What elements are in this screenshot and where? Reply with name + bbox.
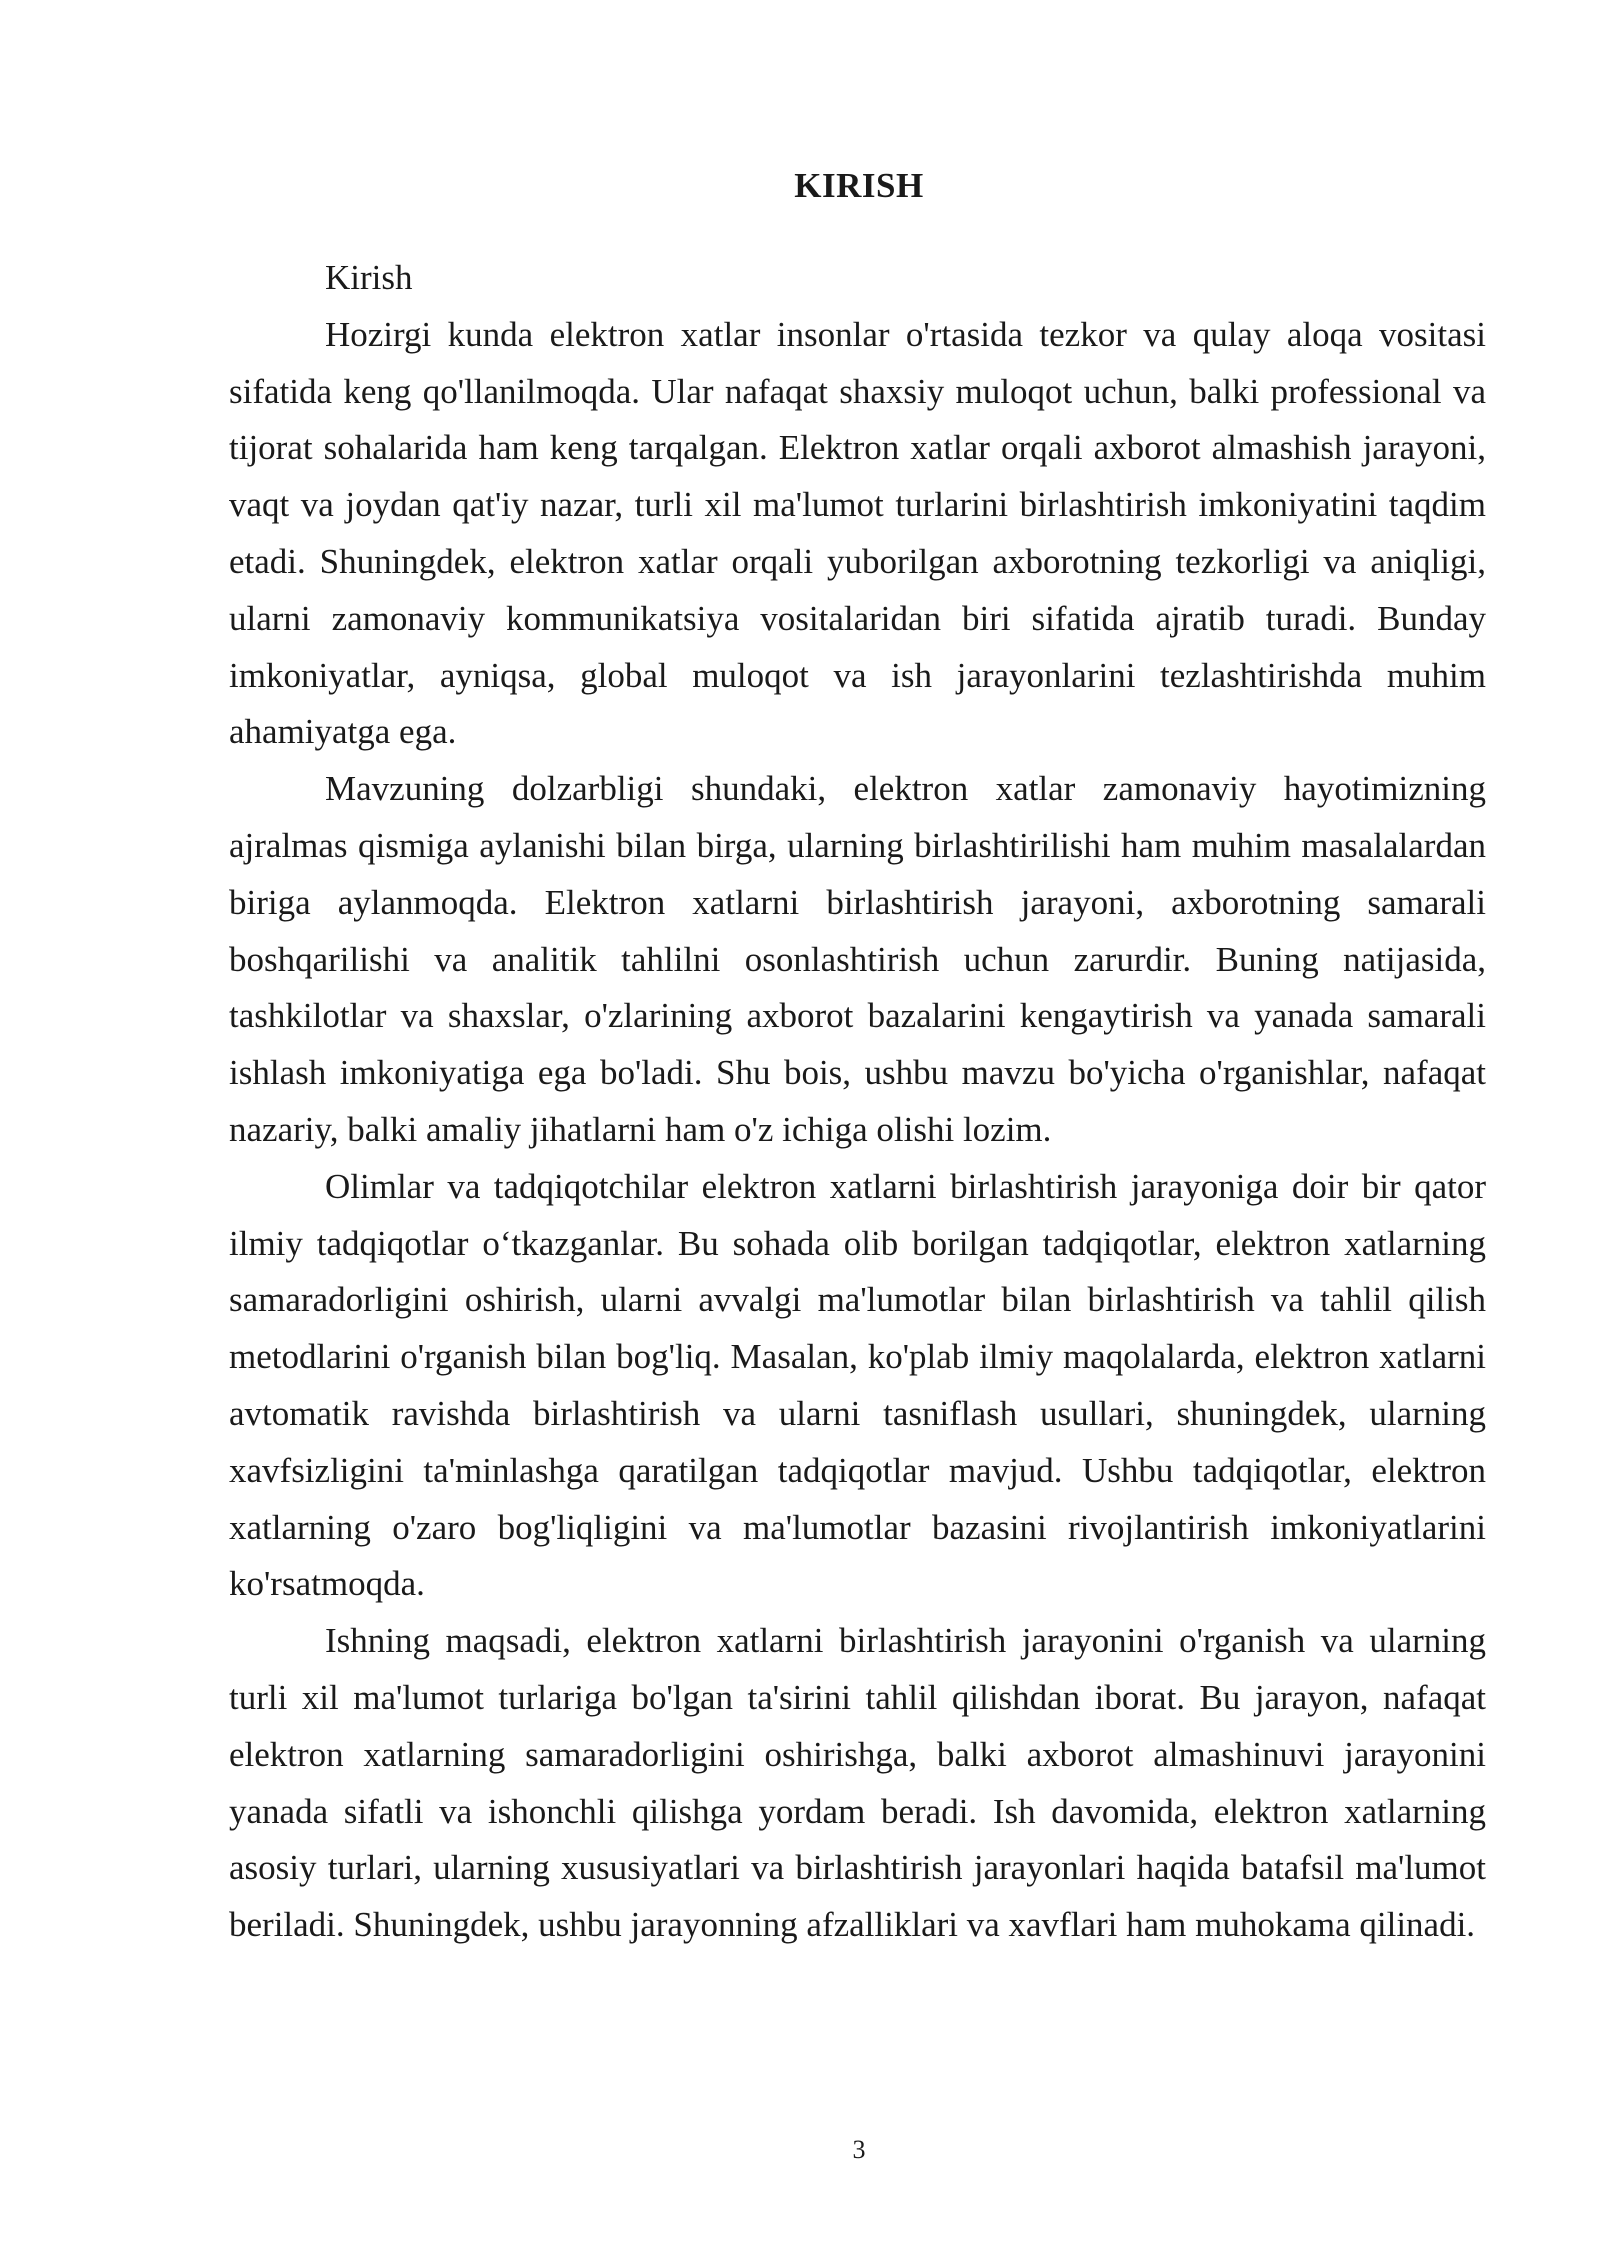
paragraph: Olimlar va tadqiqotchilar elektron xatlarni birlashtirish jarayoniga doir bir qator ilmiy tadqiqotlar o‘tkazganlar. Bu sohada olib borilgan tadqiqotlar, elektron xatlarning samaradorligini oshirish, ularni avvalgi ma'lumotlar bilan birlashtirish va tahlil qilish metodlarini o'rganish bilan bog'liq. Masalan, ko'plab ilmiy maqolalarda, elektron xatlarni avtomatik ravishda birlashtirish va ularni tasniflash usullari, shuningdek, ularning xavfsizligini ta'minlashga qaratilgan tadqiqotlar mavjud. Ushbu tadqiqotlar, elektron xatlarning o'zaro bog'liqligini va ma'lumotlar bazasini rivojlantirish imkoniyatlarini ko'rsatmoqda. <box>229 1166 1486 1604</box>
paragraph: Mavzuning dolzarbligi shundaki, elektron xatlar zamonaviy hayotimizning ajralmas qismiga aylanishi bilan birga, ularning birlashtirilishi ham muhim masalalardan biriga aylanmoqda. Elektron xatlarni birlashtirish jarayoni, axborotning samarali boshqarilishi va analitik tahlilni osonlashtirish uchun zarurdir. Buning natijasida, tashkilotlar va shaxslar, o'zlarining axborot bazalarini kengaytirish va yanada samarali ishlash imkoniyatiga ega bo'ladi. Shu bois, ushbu mavzu bo'yicha o'rganishlar, nafaqat nazariy, balki amaliy jihatlarni ham o'z ichiga olishi lozim. <box>229 769 1486 1149</box>
page-number: 3 <box>852 2135 866 2164</box>
paragraph: Ishning maqsadi, elektron xatlarni birlashtirish jarayonini o'rganish va ularning turli xil ma'lumot turlariga bo'lgan ta'sirini tahlil qilishdan iborat. Bu jarayon, nafaqat elektron xatlarning samaradorligini oshirishga, balki axborot almashinuvi jarayonini yanada sifatli va ishonchli qilishga yordam beradi. Ish davomida, elektron xatlarning asosiy turlari, ularning xususiyatlari va birlashtirish jarayonlari haqida batafsil ma'lumot beriladi. Shuningdek, ushbu jarayonning afzalliklari va xavflari ham muhokama qilinadi. <box>229 1621 1486 1945</box>
paragraph-subheading: Kirish <box>325 258 413 297</box>
body-text <box>229 250 1486 1954</box>
paragraph: Hozirgi kunda elektron xatlar insonlar o'rtasida tezkor va qulay aloqa vositasi sifatida keng qo'llanilmoqda. Ular nafaqat shaxsiy muloqot uchun, balki professional va tijorat sohalarida ham keng tarqalgan. Elektron xatlar orqali axborot almashish jarayoni, vaqt va joydan qat'iy nazar, turli xil ma'lumot turlarini birlashtirish imkoniyatini taqdim etadi. Shuningdek, elektron xatlar orqali yuborilgan axborotning tezkorligi va aniqligi, ularni zamonaviy kommunikatsiya vositalaridan biri sifatida ajratib turadi. Bunday imkoniyatlar, ayniqsa, global muloqot va ish jarayonlarini tezlashtirishda muhim ahamiyatga ega. <box>229 314 1486 752</box>
section-heading: KIRISH <box>794 166 924 205</box>
